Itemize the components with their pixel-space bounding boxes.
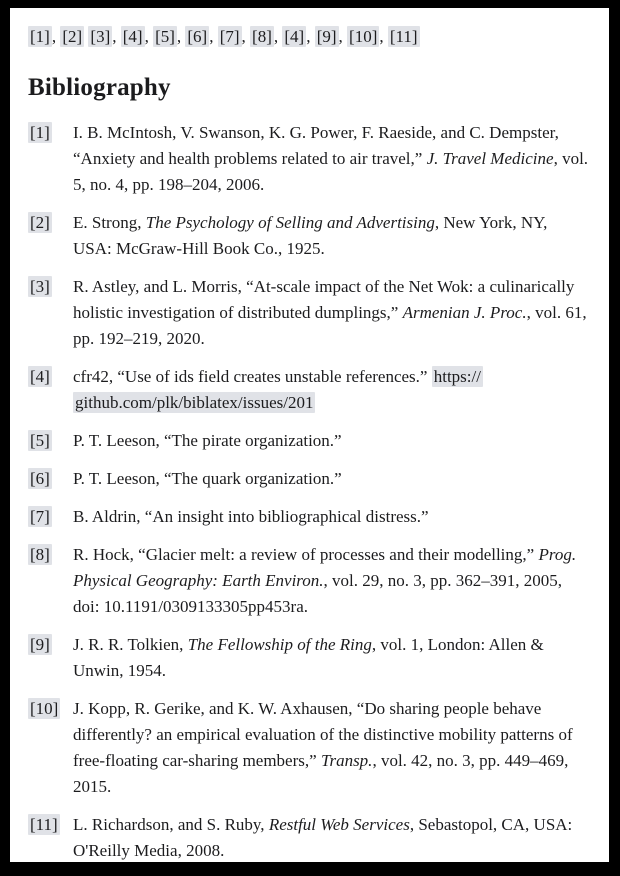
citation-ref-link[interactable]: [7] (219, 27, 240, 46)
entry-label-link[interactable]: [2] (30, 213, 50, 232)
citation-separator: , (112, 27, 121, 46)
bibliography-list (28, 120, 590, 862)
entry-label-column (28, 428, 73, 454)
entry-title-italic: J. Travel Medicine (426, 149, 554, 168)
document-page (10, 8, 609, 862)
entry-text (73, 632, 590, 684)
entry-text (73, 542, 590, 620)
citation-ref-link[interactable]: [9] (316, 27, 337, 46)
citation-separator: , (306, 27, 315, 46)
entry-title-italic: Armenian J. Proc. (402, 303, 527, 322)
citation-separator: , (273, 27, 283, 46)
url-link[interactable]: github.com/plk/biblatex/issues/201 (75, 393, 314, 412)
entry-label-link[interactable]: [3] (30, 277, 50, 296)
entry-label-column (28, 542, 73, 568)
entry-text (73, 364, 590, 416)
bibliography-entry (28, 632, 590, 684)
entry-text-segment: I. B. McIntosh, V. Swanson, K. G. Power, F. Raeside, and C. Dempster, “Anxiety and health problems related to air travel,” (73, 123, 559, 168)
citation-separator: , (379, 27, 388, 46)
entry-text-segment: , New York, NY, USA: McGraw-Hill Book Co., 1925. (73, 213, 548, 258)
entry-label-link[interactable]: [4] (30, 367, 50, 386)
bibliography-entry (28, 274, 590, 352)
entry-text (73, 812, 590, 862)
citation-ref-link[interactable]: [3] (90, 27, 111, 46)
entry-label-column (28, 812, 73, 838)
entry-label-column (28, 696, 73, 722)
entry-label-column (28, 632, 73, 658)
entry-label-link[interactable]: [6] (30, 469, 50, 488)
entry-text (73, 696, 590, 800)
bibliography-entry (28, 542, 590, 620)
bibliography-entry (28, 812, 590, 862)
entry-label-column (28, 210, 73, 236)
citation-separator: , (144, 27, 154, 46)
citation-ref-link[interactable]: [4] (122, 27, 143, 46)
entry-text-segment: , vol. 42, no. 3, pp. 449–469, 2015. (73, 751, 569, 796)
entry-title-italic: The Psychology of Selling and Advertising (145, 213, 435, 232)
entry-text-segment: , vol. 1, London: Allen & Unwin, 1954. (73, 635, 544, 680)
citation-ref-link[interactable]: [8] (252, 27, 272, 46)
entry-title-italic: The Fellowship of the Ring (187, 635, 372, 654)
entry-title-italic: Transp. (320, 751, 373, 770)
entry-title-italic: Prog. Physical Geography: Earth Environ. (73, 545, 577, 590)
entry-text-segment: , vol. 29, no. 3, pp. 362–391, 2005, doi: 10.1191/0309133305pp453ra. (73, 571, 563, 616)
citation-ref-link[interactable]: [1] (30, 27, 50, 46)
entry-text (73, 504, 590, 530)
entry-text (73, 210, 590, 262)
entry-text-segment: B. Aldrin, “An insight into bibliographical distress.” (73, 507, 429, 526)
entry-text-segment: R. Astley, and L. Morris, “At-scale impact of the Net Wok: a culinarically holistic investigation of distributed dumplings,” (73, 277, 575, 322)
citation-ref-link[interactable]: [4] (284, 27, 305, 46)
entry-text-segment: , Sebastopol, CA, USA: O'Reilly Media, 2008. (73, 815, 573, 860)
entry-label-column (28, 274, 73, 300)
citation-ref-link[interactable]: [10] (349, 27, 378, 46)
entry-label-link[interactable]: [8] (30, 545, 50, 564)
citation-ref-link[interactable]: [5] (155, 27, 175, 46)
bibliography-entry (28, 364, 590, 416)
citation-ref-link[interactable]: [6] (187, 27, 208, 46)
entry-text-segment: P. T. Leeson, “The pirate organization.” (73, 431, 342, 450)
entry-text-segment: cfr42, “Use of ids field creates unstable references.” (73, 367, 432, 386)
entry-label-column (28, 364, 73, 390)
citation-line (28, 24, 590, 50)
citation-separator: , (241, 27, 251, 46)
entry-text-segment: , vol. 61, pp. 192–219, 2020. (73, 303, 587, 348)
entry-label-column (28, 466, 73, 492)
entry-label-link[interactable]: [5] (30, 431, 50, 450)
bibliography-entry (28, 428, 590, 454)
entry-text (73, 274, 590, 352)
citation-separator: , (209, 27, 218, 46)
entry-text-segment: L. Richardson, and S. Ruby, (73, 815, 269, 834)
entry-text-segment: J. R. R. Tolkien, (73, 635, 188, 654)
entry-label-link[interactable]: [10] (30, 699, 59, 718)
entry-text (73, 466, 590, 492)
entry-text-segment: E. Strong, (73, 213, 146, 232)
bibliography-entry (28, 210, 590, 262)
bibliography-entry (28, 120, 590, 198)
citation-separator: , (338, 27, 348, 46)
entry-text (73, 120, 590, 198)
bibliography-heading: Bibliography (28, 74, 171, 101)
entry-text-segment: R. Hock, “Glacier melt: a review of processes and their modelling,” (73, 545, 539, 564)
citation-ref-link[interactable]: [2] (62, 27, 83, 46)
citation-separator: , (176, 27, 186, 46)
entry-label-column (28, 504, 73, 530)
entry-label-column (28, 120, 73, 146)
entry-text-segment: P. T. Leeson, “The quark organization.” (73, 469, 342, 488)
entry-label-link[interactable]: [11] (30, 815, 58, 834)
entry-label-link[interactable]: [1] (30, 123, 50, 142)
entry-text-segment: J. Kopp, R. Gerike, and K. W. Axhausen, “Do sharing people behave differently? an empirical evaluation of the distinctive mobility patterns of free-floating car-sharing members,” (73, 699, 573, 770)
bibliography-entry (28, 504, 590, 530)
entry-text (73, 428, 590, 454)
citation-separator: , (51, 27, 61, 46)
url-link[interactable]: https:// (433, 367, 481, 386)
entry-text-segment: , vol. 5, no. 4, pp. 198–204, 2006. (73, 149, 589, 194)
bibliography-entry (28, 696, 590, 800)
entry-title-italic: Restful Web Services (268, 815, 410, 834)
entry-label-link[interactable]: [7] (30, 507, 50, 526)
entry-label-link[interactable]: [9] (30, 635, 50, 654)
citation-ref-link[interactable]: [11] (389, 27, 418, 46)
bibliography-entry (28, 466, 590, 492)
